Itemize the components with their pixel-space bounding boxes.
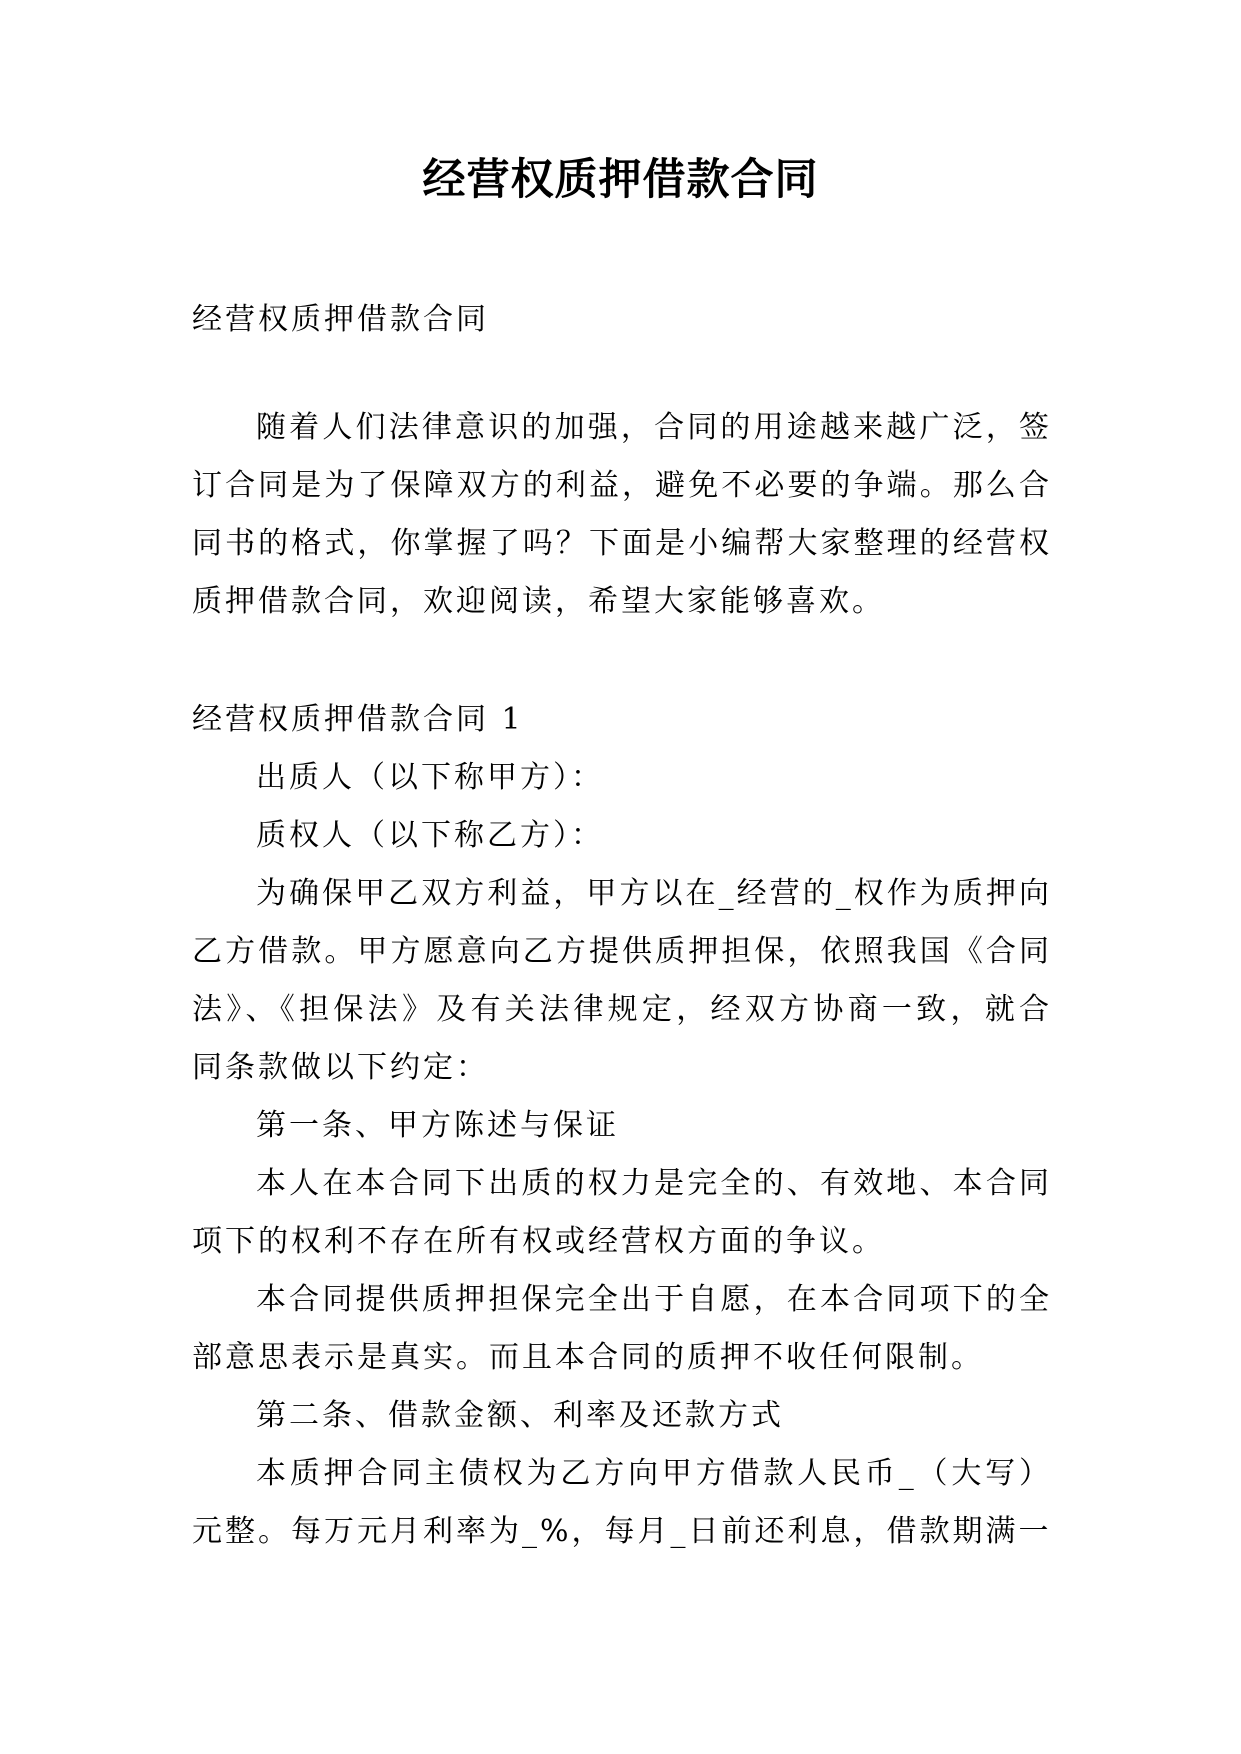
preamble-paragraph: 为确保甲乙双方利益，甲方以在_经营的_权作为质押向乙方借款。甲方愿意向乙方提供质押担保，依照我国《合同法》、《担保法》及有关法律规定，经双方协商一致，就合同条款做以下约定： <box>192 876 1052 1085</box>
pledgor-line: 出质人（以下称甲方）： <box>256 760 604 795</box>
intro-paragraph: 随着人们法律意识的加强，合同的用途越来越广泛，签订合同是为了保障双方的利益，避免不必要的争端。那么合同书的格式，你掌握了吗？下面是小编帮大家整理的经营权质押借款合同，欢迎阅读，希望大家能够喜欢。 <box>192 410 1052 619</box>
article-1-paragraph-1: 本人在本合同下出质的权力是完全的、有效地、本合同项下的权利不存在所有权或经营权方面的争议。 <box>192 1166 1052 1259</box>
document-subtitle: 经营权质押借款合同 <box>192 302 489 337</box>
article-1-heading: 第一条、甲方陈述与保证 <box>256 1108 619 1143</box>
article-2-paragraph-1: 本质押合同主债权为乙方向甲方借款人民币_（大写）元整。每万元月利率为_%，每月_日前还利息，借款期满一 <box>192 1456 1052 1549</box>
article-1-paragraph-2: 本合同提供质押担保完全出于自愿，在本合同项下的全部意思表示是真实。而且本合同的质押不收任何限制。 <box>192 1282 1052 1375</box>
document-title: 经营权质押借款合同 <box>422 155 819 205</box>
section-heading: 经营权质押借款合同 1 <box>192 702 524 737</box>
pledgee-line: 质权人（以下称乙方）： <box>256 818 604 853</box>
article-2-heading: 第二条、借款金额、利率及还款方式 <box>256 1398 784 1433</box>
document-body <box>192 291 1052 1561</box>
